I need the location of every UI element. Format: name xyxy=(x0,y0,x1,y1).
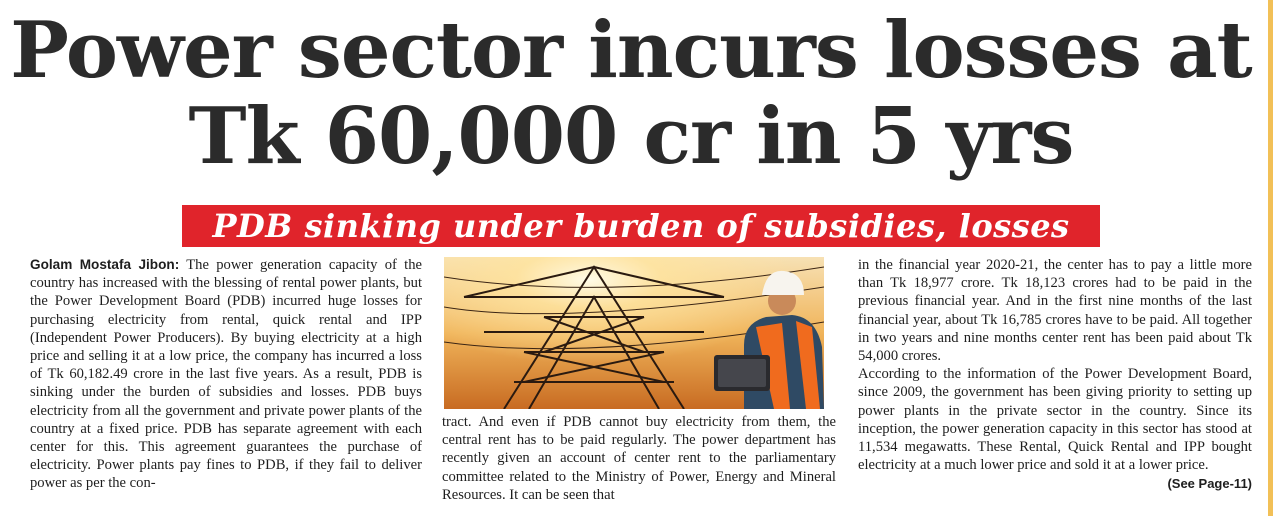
headline xyxy=(0,5,1262,182)
page-edge-rule xyxy=(1268,0,1273,516)
column-3-paragraph-2 xyxy=(858,365,1252,492)
headline-line-2: Tk 60,000 cr in 5 yrs xyxy=(188,91,1074,182)
column-1-text: The power generation capacity of the country has increased with the blessing of rental power plants, but the Power Development Board (PDB) incurred huge losses for purchasing electricity from rental, quick rental and IPP (Independent Power Producers). By buying electricity at a high price and selling it at a low price, the company has incurred a loss of Tk 60,182.49 crore in the last five years. As a result, PDB is sinking under the burden of subsidies and losses. PDB buys electricity from all the government and private power plants of the country at a fixed price. PDB has separate agreement with each center for this. This agreement guarantees the purchase of electricity. Power plants pay fines to PDB, if they fail to deliver power as per the con- xyxy=(30,257,422,492)
continuation-link[interactable]: (See Page-11) xyxy=(1167,476,1252,492)
column-3-paragraph-2-text: According to the information of the Power Development Board, since 2009, the government has been giving priority to setting up power plants in the private sector in the country. Since its inception, the power generation capacity in this sector has stood at 11,534 megawatts. These Rental, Quick Rental and IPP bought electricity at a much lower price and sold it at a lower price. xyxy=(858,366,1252,474)
headline-line-1: Power sector incurs losses at xyxy=(10,5,1252,96)
article-column-3 xyxy=(858,256,1252,494)
column-2-text: tract. And even if PDB cannot buy electricity from them, the central rent has to be paid regularly. The power department has recently given an account of center rent to the parliamentary committee related to the Ministry of Power, Energy and Mineral Resources. It can be seen that xyxy=(442,414,836,503)
subheadline-banner xyxy=(182,205,1100,247)
column-3-paragraph-1: in the financial year 2020-21, the center has to pay a little more than Tk 18,977 crore. Tk 18,123 crores had to be paid in the previous financial year. And in the first nine months of the last financial year, about Tk 16,785 crores have to be paid. All together in two years and nine months center rent has been paid about Tk 54,000 crores. xyxy=(858,257,1252,365)
article-column-2 xyxy=(442,413,836,504)
power-pylon-image xyxy=(444,257,824,409)
article-column-1 xyxy=(30,256,422,493)
byline: Golam Mostafa Jibon: xyxy=(30,257,180,272)
subheadline: PDB sinking under burden of subsidies, losses xyxy=(212,207,1070,245)
article-photo xyxy=(444,257,824,409)
